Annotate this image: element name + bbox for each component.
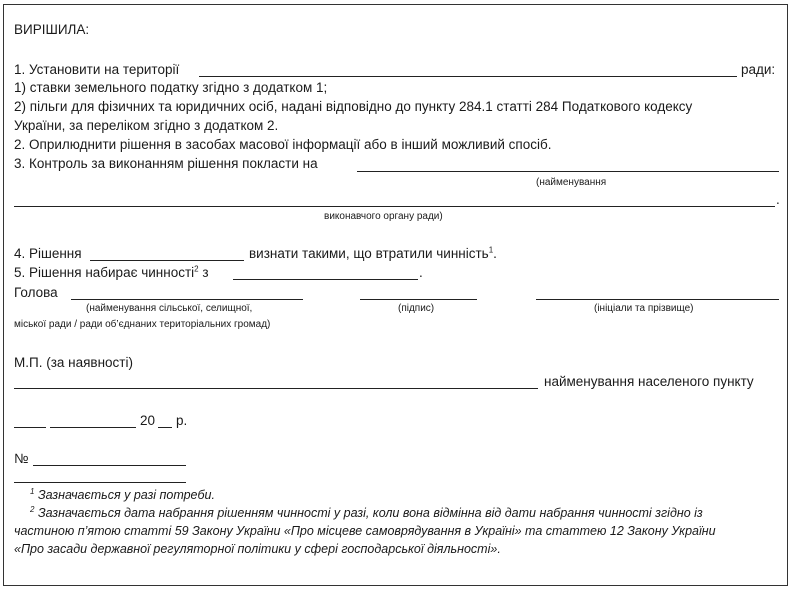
item5-end-dot: . (419, 265, 423, 280)
council-name-line (71, 299, 303, 300)
item1-suffix: ради: (741, 62, 776, 77)
item2-text: 2. Оприлюднити рішення в засобах масової інформації або в інший можливий спосіб. (14, 137, 552, 152)
footnote-1: $^1$ Зазначається у разі потреби. (30, 486, 215, 502)
footnote-2-line1: $^2$ Зазначається дата набрання рішенням чинності у разі, коли вона відмінна від дати набрання чинності згідно із (30, 504, 703, 520)
item3-caption-body: виконавчого органу ради) (324, 211, 443, 222)
decision-heading: ВИРІШИЛА: (14, 22, 90, 37)
item3-prefix: 3. Контроль за виконанням рішення покласти на (14, 156, 318, 171)
caption-council-name: (найменування сільської, селищної, (86, 303, 253, 314)
stamp-label: М.П. (за наявності) (14, 355, 133, 370)
caption-council-name-line2: міської ради / ради об’єднаних територіальних громад) (14, 319, 271, 330)
item1-prefix: 1. Установити на території (14, 62, 180, 77)
caption-signature: (підпис) (398, 303, 435, 314)
number-label: № (14, 451, 29, 466)
item1-subitem2-line1: 2) пільги для фізичних та юридичних осіб, надані відповідно до пункту 284.1 статті 284 Податкового кодексу (14, 99, 693, 114)
territory-blank-line (199, 76, 737, 77)
item3-caption-name: (найменування (536, 177, 607, 188)
item4-blank-line (90, 260, 244, 261)
date-day-blank (14, 427, 46, 428)
item1-subitem2-line2: України, за переліком згідно з додатком 2. (14, 118, 279, 133)
item1-subitem1: 1) ставки земельного податку згідно з додатком 1; (14, 80, 328, 95)
date-suffix: р. (176, 413, 188, 428)
control-body-blank-line (357, 171, 779, 172)
caption-initials: (ініціали та прізвище) (594, 303, 694, 314)
settlement-blank-line (14, 388, 538, 389)
item4-prefix: 4. Рішення (14, 246, 82, 261)
item5-date-blank-line (233, 279, 418, 280)
item3-end-dot: . (776, 192, 780, 207)
date-year-prefix: 20 (140, 413, 156, 428)
date-month-blank (50, 427, 136, 428)
date-year-blank (158, 427, 172, 428)
number-blank-line (33, 465, 186, 466)
footnote-2-line2: частиною п’ятою статті 59 Закону України «Про місцеве самоврядування в Україні» та статтею 12 Закону України (14, 524, 716, 538)
footnote-separator (14, 482, 186, 483)
control-body-blank-line-2 (14, 206, 775, 207)
initials-line (536, 299, 779, 300)
signature-head-label: Голова (14, 285, 58, 300)
settlement-label: найменування населеного пункту (544, 374, 754, 389)
footnote-2-line3: «Про засади державної регуляторної політики у сфері господарської діяльності». (14, 542, 501, 556)
item4-text: визнати такими, що втратили чинність$^1$. (249, 245, 497, 261)
item5-text: 5. Рішення набирає чинності$^2$ з (14, 264, 209, 280)
signature-line (360, 299, 477, 300)
